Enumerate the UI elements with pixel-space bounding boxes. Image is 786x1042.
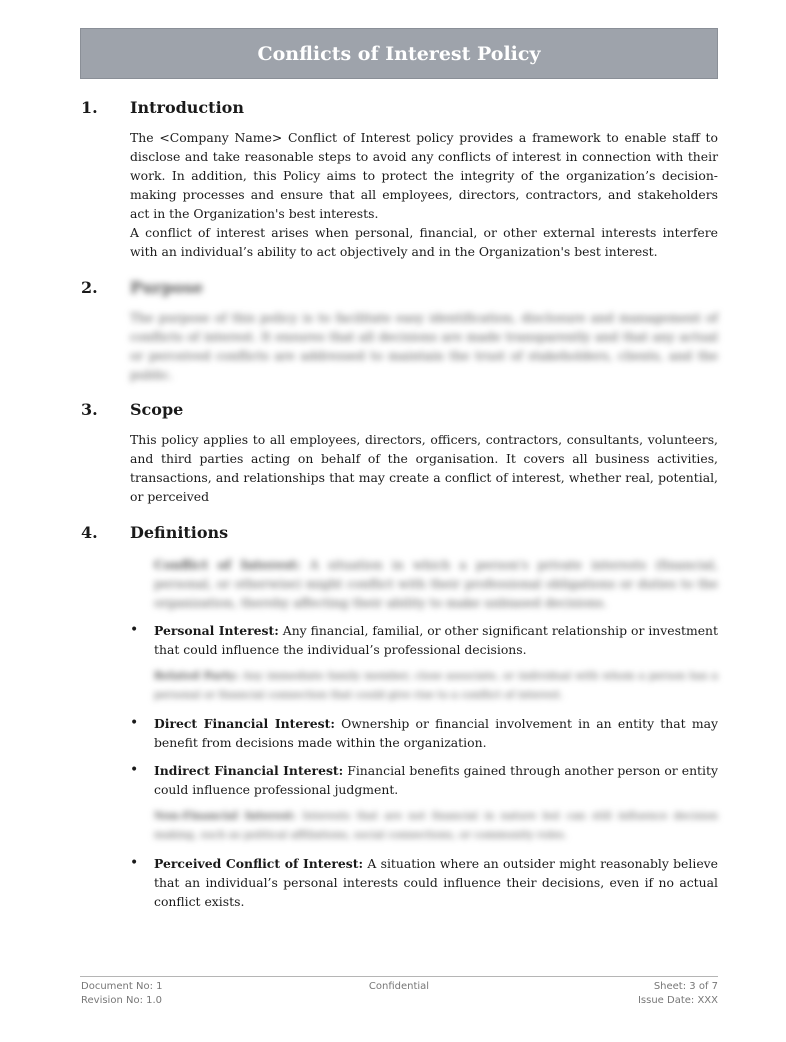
definition-text: Interests that are not financial in nature but can still influence decision making, such as political affiliations, social connections, or community roles. — [154, 810, 718, 841]
definition-item — [154, 667, 718, 705]
document-number: Document No: 1 — [81, 981, 163, 992]
definition-item — [154, 555, 718, 612]
footer-right — [638, 980, 718, 1008]
footer-divider — [80, 976, 718, 977]
definition-item — [154, 761, 718, 799]
definition-item — [154, 714, 718, 752]
introduction-paragraph: The <Company Name> Conflict of Interest policy provides a framework to enable staff to disclose and take reasonable steps to avoid any conflicts of interest in connection with their work. In addition, this Policy aims to protect the integrity of the organization’s decision-making processes and ensure that all employees, directors, contractors, and stakeholders act in the Organization's best interests. — [130, 130, 718, 221]
section-heading-purpose: Purpose — [130, 278, 204, 297]
bullet-icon: • — [130, 715, 139, 731]
bullet-icon: • — [130, 622, 139, 638]
definition-item — [154, 621, 718, 659]
bullet-icon: • — [130, 855, 139, 871]
bullet-icon: • — [130, 762, 139, 778]
definition-text: A situation in which a person's private interests (financial, personal, or otherwise) might conflict with their professional obligations or duties to the organization, thereby affecting their ability to make unbiased decisions. — [154, 557, 718, 610]
definition-item — [154, 854, 718, 911]
section-heading-introduction: Introduction — [130, 98, 244, 117]
definition-item — [154, 807, 718, 845]
definition-term: Conflict of Interest: — [154, 557, 301, 572]
definition-text: Financial benefits gained through another person or entity could influence professional judgment. — [154, 763, 718, 797]
section-number: 2. — [81, 278, 98, 297]
section-number: 4. — [81, 523, 98, 542]
section-number: 3. — [81, 400, 98, 419]
definition-term: Direct Financial Interest: — [154, 716, 335, 731]
introduction-paragraph-2: A conflict of interest arises when personal, financial, or other external interests interfere with an individual’s ability to act objectively and in the Organization's best interest. — [130, 225, 718, 259]
sheet-number: Sheet: 3 of 7 — [653, 981, 718, 992]
scope-paragraph: This policy applies to all employees, directors, officers, contractors, consultants, volunteers, and third parties acting on behalf of the organisation. It covers all business activities, transactions, and relationships that may create a conflict of interest, whether real, potential, or perceived — [130, 432, 718, 504]
issue-date: Issue Date: XXX — [637, 995, 718, 1006]
revision-number: Revision No: 1.0 — [81, 995, 163, 1006]
definition-term: Perceived Conflict of Interest: — [154, 856, 364, 871]
definition-term: Indirect Financial Interest: — [154, 763, 344, 778]
footer-classification: Confidential — [368, 981, 430, 992]
definition-text: Ownership or financial involvement in an entity that may benefit from decisions made within the organization. — [154, 716, 718, 750]
definition-text: Any financial, familial, or other significant relationship or investment that could influence the individual’s professional decisions. — [154, 623, 718, 657]
definition-text: A situation where an outsider might reasonably believe that an individual’s personal interests could influence their decisions, even if no actual conflict exists. — [154, 856, 718, 909]
definition-term: Non-Financial Interest: — [154, 810, 296, 822]
document-title: Conflicts of Interest Policy — [80, 28, 718, 79]
section-heading-definitions: Definitions — [130, 523, 229, 542]
definition-term: Related Party: — [154, 670, 239, 682]
section-heading-scope: Scope — [130, 400, 184, 419]
definition-term: Personal Interest: — [154, 623, 279, 638]
definition-text: Any immediate family member, close associate, or individual with whom a person has a personal or financial connection that could give rise to a conflict of interest. — [154, 670, 718, 701]
section-number: 1. — [81, 98, 98, 117]
purpose-paragraph: The purpose of this policy is to facilitate easy identification, disclosure and management of conflicts of interest. It ensures that all decisions are made transparently and that any actual or perceived conflicts are addressed to maintain the trust of stakeholders, clients, and the public. — [130, 310, 718, 382]
